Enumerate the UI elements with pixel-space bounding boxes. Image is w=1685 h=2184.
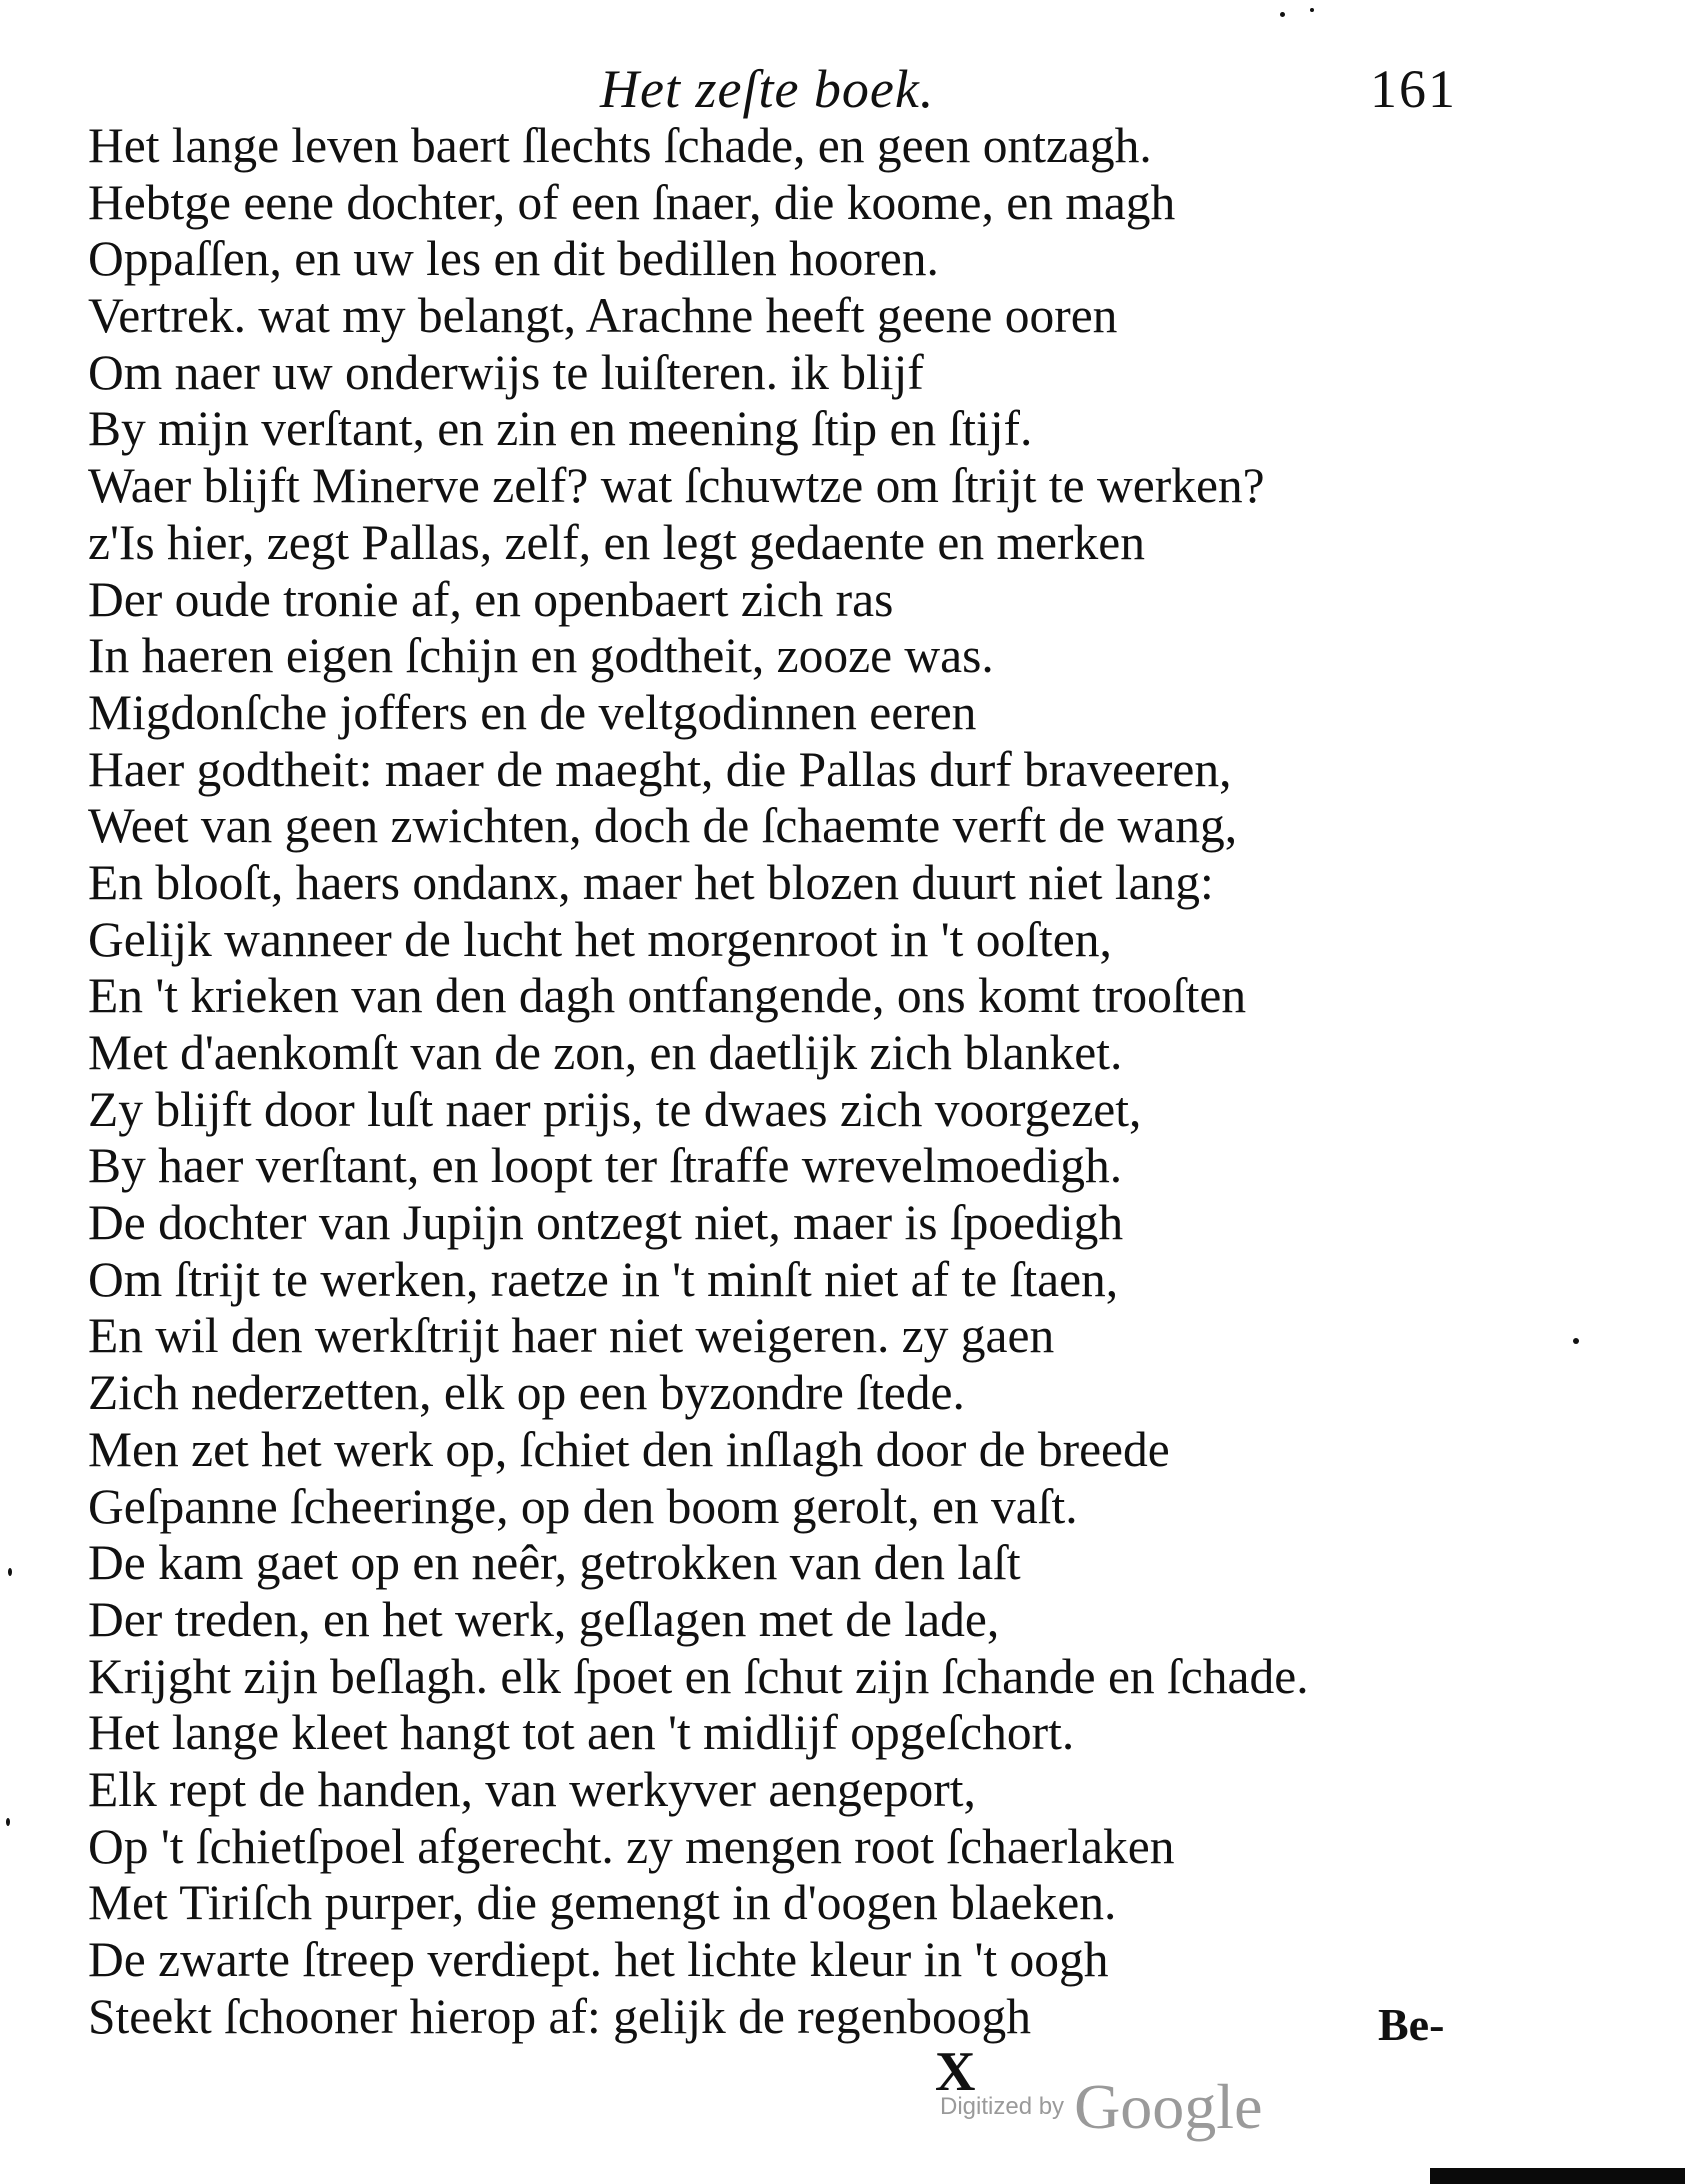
verse-text (88, 118, 1508, 2045)
verse-line: Het lange leven baert ſlechts ſchade, en geen ontzagh. (88, 118, 1152, 173)
verse-line: Zich nederzetten, elk op een byzondre ſtede. (88, 1365, 965, 1421)
verse-line: By mijn verſtant, en zin en meening ſtip en ſtijf. (88, 401, 1033, 457)
verse-line: Vertrek. wat my belangt, Arachne heeft geene ooren (88, 288, 1118, 344)
verse-line: Migdonſche joffers en de veltgodinnen eeren (88, 684, 977, 740)
ink-speck (8, 1568, 12, 1576)
verse-line: Gelijk wanneer de lucht het morgenroot in 't ooſten, (88, 911, 1112, 967)
verse-line: Weet van geen zwichten, doch de ſchaemte verft de wang, (88, 798, 1238, 854)
ink-speck (6, 1818, 10, 1826)
watermark-prefix: Digitized by (940, 2093, 1065, 2120)
verse-line: Krijght zijn beſlagh. elk ſpoet en ſchut zijn ſchande en ſchade. (88, 1648, 1309, 1704)
verse-line: By haer verſtant, en loopt ter ſtraffe wrevelmoedigh. (88, 1138, 1123, 1194)
verse-line: Geſpanne ſcheeringe, op den boom gerolt, en vaſt. (88, 1478, 1078, 1534)
page-number: 161 (1370, 59, 1457, 119)
verse-line: Men zet het werk op, ſchiet den inſlagh door de breede (88, 1421, 1170, 1477)
ink-speck (1310, 8, 1314, 12)
verse-line: De zwarte ſtreep verdiept. het lichte kleur in 't oogh (88, 1932, 1109, 1987)
verse-line: En wil den werkſtrijt haer niet weigeren. zy gaen (88, 1308, 1055, 1364)
verse-line: Om ſtrijt te werken, raetze in 't minſt niet af te ſtaen, (88, 1251, 1119, 1307)
verse-line: En blooſt, haers ondanx, maer het blozen duurt niet lang: (88, 854, 1214, 910)
verse-line: De kam gaet op en neêr, getrokken van den laſt (88, 1535, 1021, 1591)
verse-line: Waer blijft Minerve zelf? wat ſchuwtze om ſtrijt te werken? (88, 458, 1265, 514)
verse-line: Om naer uw onderwijs te luiſteren. ik blijf (88, 344, 924, 400)
verse-line: Met d'aenkomſt van de zon, en daetlijk zich blanket. (88, 1025, 1123, 1080)
verse-line: Op 't ſchietſpoel afgerecht. zy mengen root ſchaerlaken (88, 1818, 1175, 1874)
ink-speck (1280, 12, 1285, 17)
scan-edge-bar (1430, 2168, 1685, 2184)
watermark-brand: Google (1074, 2071, 1263, 2142)
verse-line: Der oude tronie af, en openbaert zich ras (88, 571, 894, 627)
verse-line: Haer godtheit: maer de maeght, die Pallas durf braveeren, (88, 741, 1232, 797)
digitized-watermark (940, 2070, 1262, 2144)
verse-line: Met Tiriſch purper, die gemengt in d'oogen blaeken. (88, 1875, 1117, 1931)
verse-line: Het lange kleet hangt tot aen 't midlijf opgeſchort. (88, 1705, 1075, 1761)
verse-line: Hebtge eene dochter, of een ſnaer, die koome, en magh (88, 174, 1176, 230)
running-head: Het zeſte boek. (600, 59, 935, 119)
verse-line: Steekt ſchooner hierop af: gelijk de regenboogh (88, 1988, 1031, 2044)
verse-line: Der treden, en het werk, geſlagen met de lade, (88, 1591, 1000, 1647)
signature-mark: X (935, 2041, 976, 2103)
verse-line: z'Is hier, zegt Pallas, zelf, en legt gedaente en merken (88, 514, 1145, 570)
verse-line: Oppaſſen, en uw les en dit bedillen hooren. (88, 231, 939, 287)
verse-line: Elk rept de handen, van werkyver aengeport, (88, 1761, 976, 1817)
verse-line: En 't krieken van den dagh ontfangende, ons komt trooſten (88, 968, 1247, 1024)
verse-line: Zy blijft door luſt naer prijs, te dwaes zich voorgezet, (88, 1081, 1142, 1137)
verse-line: De dochter van Jupijn ontzegt niet, maer is ſpoedigh (88, 1195, 1124, 1251)
ink-speck (1573, 1338, 1579, 1344)
verse-line: In haeren eigen ſchijn en godtheit, zooze was. (88, 628, 994, 684)
catchword: Be- (1378, 1999, 1445, 2050)
